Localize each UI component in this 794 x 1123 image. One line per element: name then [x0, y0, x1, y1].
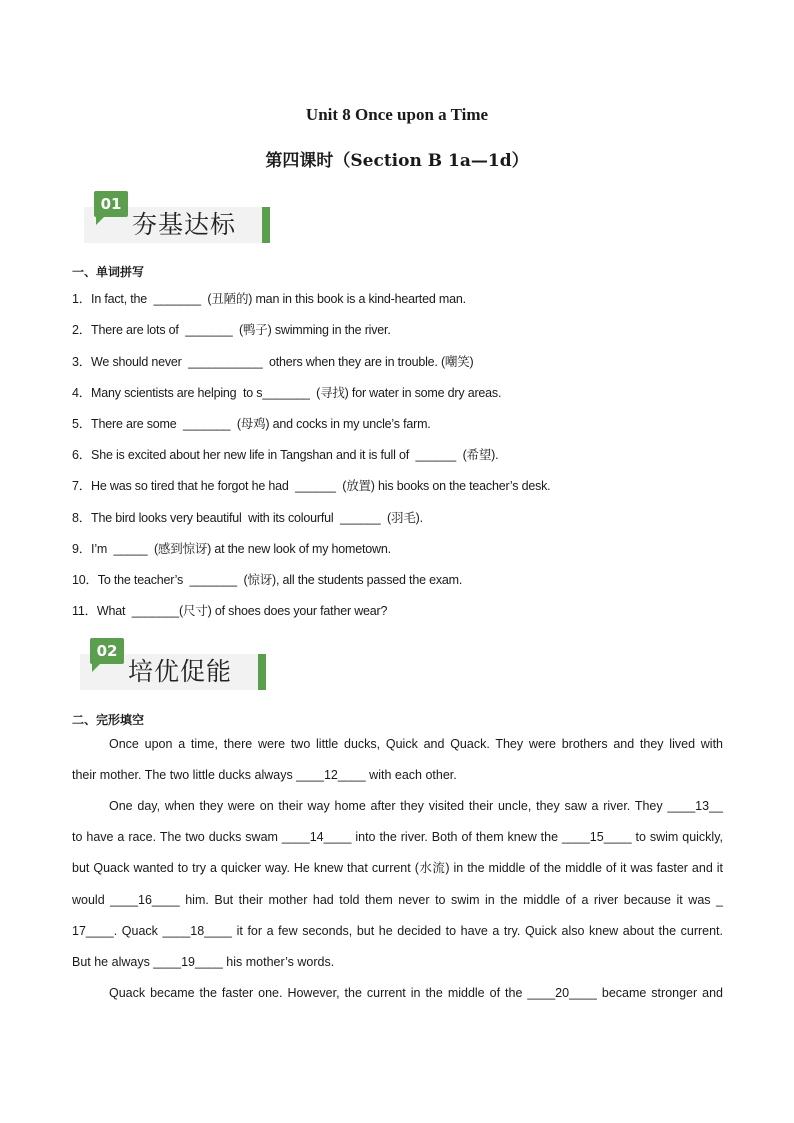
heading-cloze: 二、完形填空: [72, 713, 145, 727]
passage-line: to have a race. The two ducks swam ____14____ into the river. Both of them knew the ____15____ to swim quickly,: [72, 830, 723, 844]
section-label: 夯基达标: [132, 210, 237, 239]
banner-accent-bar: [258, 654, 266, 690]
passage-line: [72, 791, 723, 822]
question-item: 7．He was so tired that he forgot he had ______ (放置) his books on the teacher’s desk.: [72, 479, 551, 493]
question-item: 5．There are some _______ (母鸡) and cocks in my uncle’s farm.: [72, 417, 431, 431]
page-subtitle: 第四课时（Section B 1a—1d）: [265, 151, 529, 171]
banner-accent-bar: [262, 207, 270, 243]
banner-number-tab: [90, 638, 124, 664]
section-number: 02: [96, 642, 118, 660]
question-item: 8．The bird looks very beautiful with its colourful ______ (羽毛).: [72, 511, 423, 525]
section-banner-2: [80, 642, 266, 690]
banner-number-tab: [94, 191, 128, 217]
section-number: 01: [100, 195, 122, 213]
question-item: 4．Many scientists are helping to s_______ (寻找) for water in some dry areas.: [72, 386, 502, 400]
question-item: 9．I’m _____ (感到惊讶) at the new look of my hometown.: [72, 542, 391, 556]
passage-line: would ____16____ him. But their mother had told them never to swim in the middle of a river because it was _: [72, 893, 723, 907]
passage-line: their mother. The two little ducks always ____12____ with each other.: [72, 768, 457, 782]
section-label: 培优促能: [128, 657, 233, 686]
banner-tab-tail: [96, 217, 104, 225]
section-banner-1: [84, 195, 270, 243]
page-title: Unit 8 Once upon a Time: [305, 105, 489, 124]
passage-text: Quack became the faster one. However, the current in the middle of the ____20____ became stronger and: [109, 986, 723, 1000]
passage-line: 17____. Quack ____18____ it for a few seconds, but he decided to have a try. Quick also knew about the current.: [72, 924, 723, 938]
question-item: 3．We should never ___________ others when they are in trouble. (嘲笑): [72, 355, 474, 369]
question-item: 1．In fact, the _______ (丑陋的) man in this book is a kind-hearted man.: [72, 292, 466, 306]
passage-text: Once upon a time, there were two little ducks, Quick and Quack. They were brothers and they lived with: [109, 737, 723, 751]
passage-line: But he always ____19____ his mother’s words.: [72, 955, 335, 969]
question-item: 2．There are lots of _______ (鸭子) swimming in the river.: [72, 323, 391, 337]
passage-line: but Quack wanted to try a quicker way. He knew that current (水流) in the middle of the middle of it was faster and it: [72, 861, 723, 875]
banner-tab-tail: [92, 664, 100, 672]
passage-text: One day, when they were on their way home after they visited their uncle, they saw a river. They ____13__: [109, 799, 723, 813]
heading-spelling: 一、单词拼写: [72, 265, 145, 279]
question-item: 6．She is excited about her new life in Tangshan and it is full of ______ (希望).: [72, 448, 499, 462]
question-item: 10．To the teacher’s _______ (惊讶), all the students passed the exam.: [72, 573, 463, 587]
passage-line: [72, 978, 723, 1009]
passage-line: [72, 729, 723, 760]
question-item: 11．What _______(尺寸) of shoes does your father wear?: [72, 604, 388, 618]
